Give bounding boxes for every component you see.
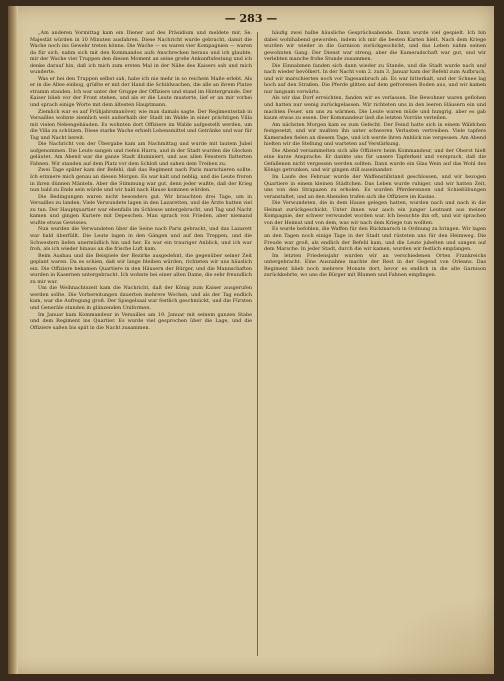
newspaper-page [8,6,494,674]
paragraph: Die Einnahmen fanden sich dann wieder zu Stande, und die Stadt wurde nach und nach wieder bevölkert. In der Nacht vom 2. zum 3. Januar kam der Befehl zum Aufbruch, und wir marschierten noch vor Tagesanbruch ab. Es war bitterkalt, und der Schnee lag hoch auf den Straßen. Die Pferde glitten auf dem gefrorenen Boden aus, und wir kamen nur langsam vorwärts. [264,62,486,95]
paragraph: Im Januar kam Kommandeur in Versailles am 19. Januar mit seinem ganzen Stabe und dem Regiment ins Quartier. Es wurde viel gesprochen über die Lage, und die Offiziere saßen bis spät in die Nacht zusammen. [30,311,252,331]
paragraph: Zwei Tage später kam der Befehl, daß das Regiment nach Paris marschieren sollte. Ich erinnere mich genau an diesen Morgen. Es war kalt und neblig, und die Leute froren in ihren dünnen Mänteln. Aber die Stimmung war gut, denn jeder wußte, daß der Krieg nun bald zu Ende sein würde und wir bald nach Hause kommen würden. [30,167,252,194]
page-number: — 283 — [224,12,278,25]
right-column [264,30,486,660]
paragraph: Beim Ausbau und die Beispiele der Bezirke ausgedehnt, die gegenüber seiner Zeit geplant waren. Da es schien, daß wir lange bleiben würden, richteten wir uns häuslich ein. Die Offiziere bekamen Quartiere in den Häusern der Bürger, und die Mannschaften wurden in Kasernen untergebracht. Ich wohnte bei einer alten Dame, die sehr freundlich zu mir war. [30,252,252,285]
paragraph: Nun wurden die Verwundeten über die Seine nach Paris gebracht, und das Lazarett war bald überfüllt. Die Leute lagen in den Gängen und auf den Treppen, und die Schwestern liefen unermüdlich hin und her. Es war ein trauriger Anblick, und ich war froh, als ich wieder hinaus an die frische Luft kam. [30,226,252,253]
paragraph: Im Laufe des Februar wurde der Waffenstillstand geschlossen, und wir bezogen Quartiere in einem kleinen Städtchen. Das Leben wurde ruhiger, und wir hatten Zeit, uns von den Strapazen zu erholen. Es wurden Pferderennen und Schießübungen veranstaltet, und an den Abenden trafen sich die Offiziere im Kasino. [264,174,486,200]
paragraph: Es wurde befohlen, die Waffen für den Rückmarsch in Ordnung zu bringen. Wir lagen an den Tagen noch einige Tage in der Stadt und rüsteten uns für den Heimweg. Die Freude war groß, als endlich der Befehl kam, und die Leute jubelten und sangen auf dem Marsche. In jeder Stadt, durch die wir kamen, wurden wir festlich empfangen. [264,226,486,253]
paragraph: Die Abend versammelten sich alle Offiziere beim Kommandeur, und der Oberst hielt eine kurze Ansprache. Er dankte uns für unsere Tapferkeit und versprach, daß die Gefallenen nicht vergessen werden sollten. Dann wurde ein Glas Wein auf das Wohl des Königs getrunken, und wir gingen still auseinander. [264,147,486,174]
paragraph: Im letzten Friedensjahr wurden wir an verschiedenen Orten Frankreichs untergebracht. Eine Ausnahme machte der Rest in der Gegend von Orleans. Das Regiment blieb noch mehrere Monate dort, bevor es endlich in die alte Garnison zurückkehrte, wo uns die Bürger mit Blumen und Fahnen empfingen. [264,252,486,279]
paragraph: Am nächsten Morgen kam es zum Gefecht. Der Feind hatte sich in einem Wäldchen festgesetzt, und wir mußten ihn unter schweren Verlusten vertreiben. Viele tapfere Kameraden fielen an diesem Tage, und ich werde ihren Anblick nie vergessen. Am Abend hielten wir die Stellung und warteten auf Verstärkung. [264,121,486,148]
paragraph: Um die Weihnachtszeit kam die Nachricht, daß der König zum Kaiser ausgerufen werden sollte. Die Vorbereitungen dauerten mehrere Wochen, und als der Tag endlich kam, war die Aufregung groß. Der Spiegelsaal war festlich geschmückt, und die Fürsten und Generäle standen in glänzenden Uniformen. [30,285,252,311]
paragraph: Als wir das Dorf erreichten, fanden wir es verlassen. Die Bewohner waren geflohen und hatten nur wenig zurückgelassen. Wir richteten uns in den leeren Häusern ein und machten Feuer, um uns zu wärmen. Die Leute waren müde und hungrig, aber es gab kaum etwas zu essen. Der Kommandeur ließ die letzten Vorräte verteilen. [264,95,486,122]
paragraph: „Am anderen Vormittag kam ein Diener auf des Präsidium und meldete mir, Se. Majestät würden in 10 Minuten ausfahren. Diese Nachricht wurde gebracht, damit die Wache noch ins Gewehr treten könne. Die Wache — es waren vier Kompagnien — waren da für sich, nahm sich mit den Kommandos aufs Anschrecken heraus und ich glaubte, mir der Wache vier Truppen den diesen Moment an seine große Ankunftsfestung und ich denke darauf hin, daß ich mich zum ersten Mal in der Nähe des Kaisers sah und mich wunderte. [30,30,252,76]
paragraph: Was er bei den Truppen selbst sah, habe ich nie mehr in so reichem Maße erlebt. Als er in die Allee einbog, grüßte er mit der Hand die Schildwachen, die alle an ihrem Platze stramm standen. Ich war unter der Gruppe der Offiziere und stand im Hintergrunde. Der Kaiser blieb vor der Front stehen, und als er die Leute musterte, lief er an mir vorbei und sprach einige Worte mit dem ältesten Hauptmann. [30,75,252,109]
paragraph: Die Verwundeten, die in dem Hause gelegen hatten, wurden nach und nach in die Heimat zurückgeschickt. Unter ihnen war auch ein junger Leutnant aus meiner Kompagnie, der schwer verwundet worden war. Ich besuchte ihn oft, und wir sprachen von der Heimat und von dem, was wir nach dem Kriege tun wollten. [264,200,486,226]
column-divider [257,32,258,656]
paragraph: häufig zwei halbe häusliche Gesprächsabende. Dann wurde viel gespielt. Ich bin dabei wohlhabend geworden, indem ich mir die besten Karten hielt. Nach dem Kriege wurden wir wieder in die Garnison zurückgeschickt, und das Leben nahm seinen gewohnten Gang. Der Dienst war streng, aber die Kameradschaft war gut, und wir verlebten manche frohe Stunde zusammen. [264,30,486,63]
book-binding [8,6,18,674]
paper-stain [374,594,494,674]
left-column [30,30,252,660]
paragraph: Die Bedingungen waren nicht besonders gut. Wir brauchten drei Tage, um in Versailles zu landen. Viele Verwundete lagen in den Lazaretten, und die Ärzte hatten viel zu tun. Der Hauptquartier war ebenfalls im Schlosse untergebracht, und Tag und Nacht kamen und gingen Kuriere mit Depeschen. Man sprach von Frieden, aber niemand wußte etwas Gewisses. [30,193,252,226]
paragraph: Die Nachricht von der Übergabe kam am Nachmittag und wurde mit lautem Jubel aufgenommen. Die Leute sangen und riefen Hurra, und in der Stadt wurden die Glocken geläutet. Am Abend war die ganze Stadt illuminiert, und aus allen Fenstern flatterten Fahnen. Wir standen auf dem Platz vor dem Schloß und sahen dem Treiben zu. [30,141,252,167]
paragraph: Ziemlich war es auf Frühjahrsmanöver, wie man damals sagte. Der Regimentsstab in Versailles wohnte ziemlich weit außerhalb der Stadt im Walde in einer prächtigen Villa mit vielen Nebengebäuden. Es wohnten dort Offiziere im Walde aufgestellt werden, um die Villa zu schützen. Diese starke Wache erhielt Lebensmittel und Getränke und war für Tag und Nacht bereit. [30,108,252,141]
